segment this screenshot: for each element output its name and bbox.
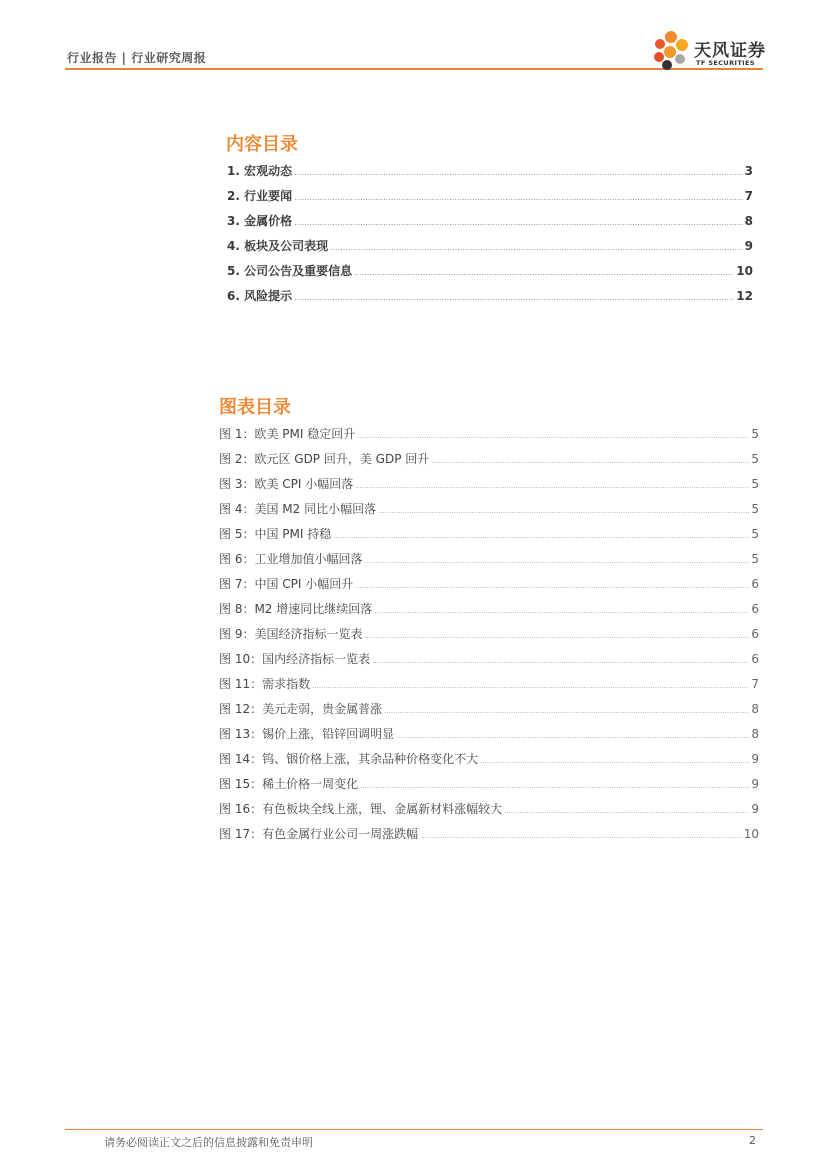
contents-entry-label: 6. 风险提示 bbox=[227, 289, 293, 303]
contents-entry-page: 10 bbox=[736, 264, 753, 278]
figure-entry-label: 图 1：欧美 PMI 稳定回升 bbox=[219, 427, 356, 441]
dot-leader bbox=[384, 707, 749, 715]
figure-entry[interactable] bbox=[219, 450, 759, 467]
figure-entry[interactable] bbox=[219, 425, 759, 442]
figure-entry-page: 8 bbox=[751, 702, 759, 716]
figure-entry-label: 图 3：欧美 CPI 小幅回落 bbox=[219, 477, 354, 491]
dot-leader bbox=[372, 657, 749, 665]
figure-entry[interactable] bbox=[219, 825, 759, 842]
dot-leader bbox=[360, 782, 749, 790]
figure-entry-label: 图 5：中国 PMI 持稳 bbox=[219, 527, 332, 541]
figure-entry-label: 图 14：钨、铟价格上涨，其余品种价格变化不大 bbox=[219, 752, 479, 766]
contents-entry[interactable] bbox=[227, 187, 753, 204]
dot-leader bbox=[364, 632, 749, 640]
dot-leader bbox=[355, 482, 749, 490]
figure-entry-page: 6 bbox=[751, 627, 759, 641]
contents-entry[interactable] bbox=[227, 287, 753, 304]
figure-entry[interactable] bbox=[219, 750, 759, 767]
figure-entry[interactable] bbox=[219, 775, 759, 792]
figure-entry[interactable] bbox=[219, 600, 759, 617]
dot-leader bbox=[330, 243, 743, 252]
figure-entry-page: 10 bbox=[743, 827, 759, 841]
figure-entry-page: 8 bbox=[751, 727, 759, 741]
figure-entry-label: 图 11：需求指数 bbox=[219, 677, 311, 691]
figure-entry-page: 5 bbox=[751, 502, 759, 516]
contents-entry-page: 9 bbox=[744, 239, 753, 253]
figure-entry[interactable] bbox=[219, 650, 759, 667]
figure-entry[interactable] bbox=[219, 550, 759, 567]
contents-entry[interactable] bbox=[227, 237, 753, 254]
dot-leader bbox=[480, 757, 749, 765]
figure-entry[interactable] bbox=[219, 675, 759, 692]
figure-entry-label: 图 9：美国经济指标一览表 bbox=[219, 627, 363, 641]
contents-title: 内容目录 bbox=[226, 134, 298, 155]
contents-entry-page: 8 bbox=[744, 214, 753, 228]
dot-leader bbox=[294, 168, 743, 177]
figure-entry-page: 6 bbox=[751, 577, 759, 591]
logo-english-text: TF SECURITIES bbox=[696, 59, 755, 67]
dot-leader bbox=[374, 607, 749, 615]
report-type-label: 行业报告 | 行业研究周报 bbox=[67, 51, 207, 65]
figure-entry[interactable] bbox=[219, 475, 759, 492]
figure-entry[interactable] bbox=[219, 525, 759, 542]
figure-entry-page: 5 bbox=[751, 552, 759, 566]
contents-entry-label: 3. 金属价格 bbox=[227, 214, 293, 228]
figure-entry-page: 6 bbox=[751, 602, 759, 616]
company-logo bbox=[650, 30, 765, 72]
footer-divider bbox=[65, 1129, 763, 1130]
figure-entry-page: 5 bbox=[751, 477, 759, 491]
contents-entry[interactable] bbox=[227, 162, 753, 179]
dot-leader bbox=[355, 582, 749, 590]
disclaimer-text: 请务必阅读正文之后的信息披露和免责申明 bbox=[104, 1136, 313, 1149]
contents-entry-page: 12 bbox=[736, 289, 753, 303]
figure-entry-page: 9 bbox=[751, 802, 759, 816]
figure-entry-label: 图 16：有色板块全线上涨，锂、金属新材料涨幅较大 bbox=[219, 802, 503, 816]
figure-entry-label: 图 17：有色金属行业公司一周涨跌幅 bbox=[219, 827, 419, 841]
dot-leader bbox=[294, 193, 743, 202]
dot-leader bbox=[354, 268, 734, 277]
figure-entry-page: 9 bbox=[751, 752, 759, 766]
figure-entry[interactable] bbox=[219, 625, 759, 642]
figure-entry-label: 图 13：锡价上涨，铅锌回调明显 bbox=[219, 727, 395, 741]
figure-entry[interactable] bbox=[219, 800, 759, 817]
dot-leader bbox=[504, 807, 749, 815]
dot-leader bbox=[357, 432, 749, 440]
figure-entry-label: 图 8：M2 增速同比继续回落 bbox=[219, 602, 373, 616]
figure-entry[interactable] bbox=[219, 725, 759, 742]
dot-leader bbox=[294, 293, 734, 302]
figure-entry[interactable] bbox=[219, 700, 759, 717]
contents-entry-page: 3 bbox=[744, 164, 753, 178]
contents-entry-label: 1. 宏观动态 bbox=[227, 164, 293, 178]
figure-entry[interactable] bbox=[219, 575, 759, 592]
contents-entry[interactable] bbox=[227, 262, 753, 279]
dot-leader bbox=[420, 832, 742, 840]
logo-chinese-text: 天风证券 bbox=[694, 41, 766, 61]
flower-logo-icon bbox=[650, 30, 692, 72]
figure-entry-label: 图 10：国内经济指标一览表 bbox=[219, 652, 371, 666]
dot-leader bbox=[294, 218, 743, 227]
dot-leader bbox=[431, 457, 749, 465]
dot-leader bbox=[364, 557, 749, 565]
figure-entry[interactable] bbox=[219, 500, 759, 517]
dot-leader bbox=[378, 507, 749, 515]
figure-entry-label: 图 6：工业增加值小幅回落 bbox=[219, 552, 363, 566]
dot-leader bbox=[396, 732, 749, 740]
figure-entry-page: 6 bbox=[751, 652, 759, 666]
contents-entry-label: 5. 公司公告及重要信息 bbox=[227, 264, 353, 278]
figure-entry-page: 7 bbox=[751, 677, 759, 691]
dot-leader bbox=[333, 532, 749, 540]
contents-entry-label: 4. 板块及公司表现 bbox=[227, 239, 329, 253]
figure-entry-page: 5 bbox=[751, 427, 759, 441]
figure-entry-page: 5 bbox=[751, 527, 759, 541]
figure-entry-label: 图 15：稀土价格一周变化 bbox=[219, 777, 359, 791]
figures-title: 图表目录 bbox=[219, 397, 291, 418]
dot-leader bbox=[312, 682, 749, 690]
contents-entry[interactable] bbox=[227, 212, 753, 229]
figure-entry-label: 图 2：欧元区 GDP 回升，美 GDP 回升 bbox=[219, 452, 430, 466]
page-number: 2 bbox=[749, 1134, 756, 1147]
figure-entry-label: 图 4：美国 M2 同比小幅回落 bbox=[219, 502, 377, 516]
figure-entry-page: 9 bbox=[751, 777, 759, 791]
figure-entry-label: 图 7：中国 CPI 小幅回升 bbox=[219, 577, 354, 591]
figure-entry-label: 图 12：美元走弱，贵金属普涨 bbox=[219, 702, 383, 716]
contents-entry-page: 7 bbox=[744, 189, 753, 203]
figure-entry-page: 5 bbox=[751, 452, 759, 466]
contents-entry-label: 2. 行业要闻 bbox=[227, 189, 293, 203]
